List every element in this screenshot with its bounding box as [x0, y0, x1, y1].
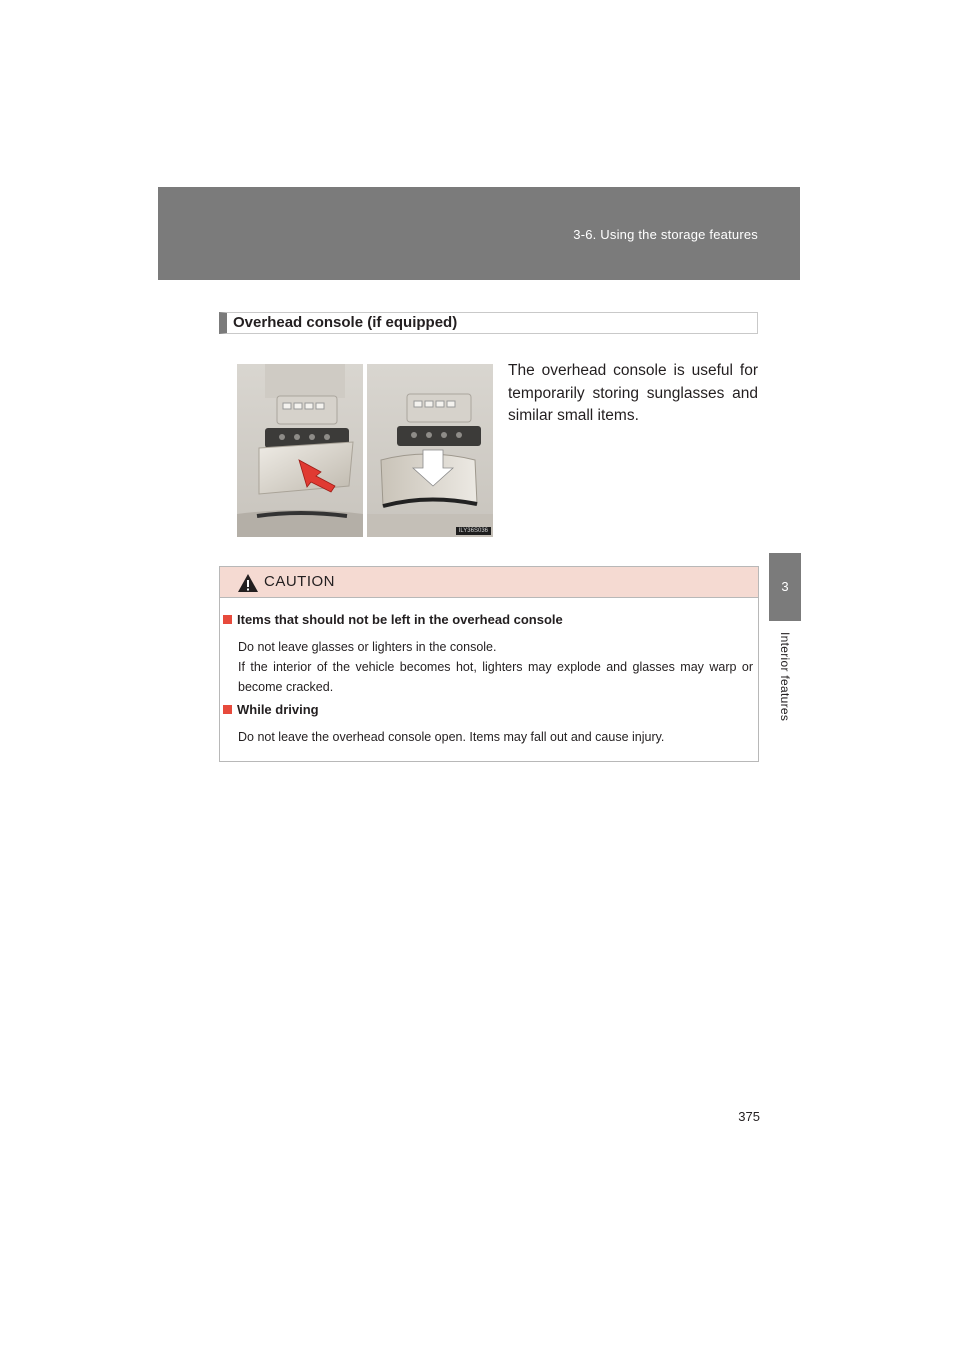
page-number: 375	[738, 1109, 760, 1124]
caution-header	[220, 567, 758, 598]
figure-code: ILY36S036	[456, 527, 491, 535]
section-header	[219, 312, 758, 334]
caution-line: Do not leave glasses or lighters in the console.	[238, 640, 497, 654]
caution-item-heading: While driving	[223, 702, 753, 717]
chapter-label: Interior features	[778, 632, 792, 722]
figure-console-open	[367, 364, 493, 537]
section-title: Overhead console (if equipped)	[233, 314, 458, 331]
caution-item-text	[238, 637, 753, 697]
intro-text: The overhead console is useful for temporarily storing sunglasses and similar small items.	[508, 362, 758, 424]
caution-title: CAUTION	[264, 573, 335, 590]
square-bullet-icon	[223, 705, 232, 714]
caution-item-text	[238, 727, 753, 747]
caution-line: If the interior of the vehicle becomes hot, lighters may explode and glasses may warp or become cracked.	[238, 660, 753, 694]
header-section-title: 3-6. Using the storage features	[573, 227, 758, 242]
header-band	[158, 187, 800, 280]
caution-item	[223, 612, 753, 697]
warning-icon	[237, 573, 259, 593]
caution-line: Do not leave the overhead console open. Items may fall out and cause injury.	[238, 730, 665, 744]
console-closed-illustration	[237, 364, 363, 537]
square-bullet-icon	[223, 615, 232, 624]
chapter-tab: 3	[769, 553, 801, 621]
caution-box	[219, 566, 759, 762]
caution-item	[223, 702, 753, 747]
figure-console-closed	[237, 364, 363, 537]
console-open-illustration	[367, 364, 493, 537]
caution-item-heading: Items that should not be left in the overhead console	[223, 612, 753, 627]
